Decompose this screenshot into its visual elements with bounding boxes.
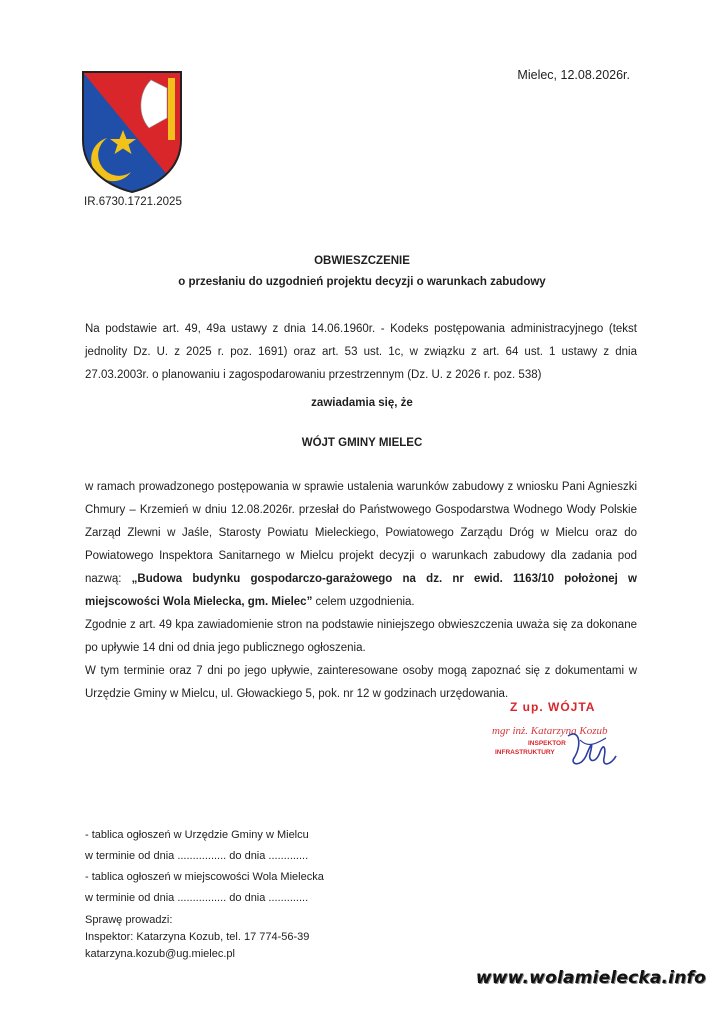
stamp-heading: Z up. WÓJTA — [510, 700, 596, 714]
notice-board-line-4: w terminie od dnia ................ do dnia ............. — [85, 892, 309, 904]
notice-boards — [85, 825, 324, 909]
stamp-name: mgr inż. Katarzyna Kozub — [492, 725, 608, 737]
notice-board-line-1: - tablica ogłoszeń w Urzędzie Gminy w Mielcu — [85, 829, 309, 841]
case-number: IR.6730.1721.2025 — [84, 196, 182, 208]
project-name: „Budowa budynku gospodarczo-garażowego na dz. nr ewid. 1163/10 położonej w miejscowości Wola Mielecka, gm. Mielec” — [85, 573, 637, 608]
document-subtitle: o przesłaniu do uzgodnień projektu decyzji o warunkach zabudowy — [178, 276, 546, 288]
notice-board-line-3: - tablica ogłoszeń w miejscowości Wola Mielecka — [85, 871, 324, 883]
stamp-line-1: INSPEKTOR — [528, 740, 566, 747]
official-stamp — [475, 700, 645, 780]
stamp-line-2: INFRASTRUKTURY — [495, 749, 555, 756]
legal-basis-paragraph: Na podstawie art. 49, 49a ustawy z dnia 14.06.1960r. - Kodeks postępowania administracyjnego (tekst jednolity Dz. U. z 2025 r. poz. 1691) oraz art. 53 ust. 1c, w związku z art. 64 ust. 1 ustawy z dnia 27.03.2003r. o planowaniu i zagospodarowaniu przestrzennym (Dz. U. z 2026 r. poz. 538) — [85, 323, 637, 381]
effect-paragraph: Zgodnie z art. 49 kpa zawiadomienie stron na podstawie niniejszego obwieszczenia uważa się za dokonane po upływie 14 dni od dnia jego publicznego ogłoszenia. — [85, 619, 637, 654]
handwritten-signature — [560, 718, 620, 778]
informs-heading: zawiadamia się, że — [311, 397, 413, 409]
website-watermark: www.wolamielecka.info — [475, 968, 706, 988]
document-title: OBWIESZCZENIE — [314, 255, 410, 267]
notice-board-line-2: w terminie od dnia ................ do dnia ............. — [85, 850, 309, 862]
access-paragraph: W tym terminie oraz 7 dni po jego upływie, zainteresowane osoby mogą zapoznać się z dokumentami w Urzędzie Gminy w Mielcu, ul. Głowackiego 5, pok. nr 12 w godzinach urzędowania. — [85, 665, 637, 700]
notice-body — [85, 476, 637, 706]
contact-email: katarzyna.kozub@ug.mielec.pl — [85, 948, 235, 960]
place-and-date: Mielec, 12.08.2026r. — [517, 68, 630, 82]
contact-block — [85, 912, 309, 963]
contact-label: Sprawę prowadzi: — [85, 914, 173, 926]
contact-inspector: Inspektor: Katarzyna Kozub, tel. 17 774-56-39 — [85, 931, 310, 943]
body-text-part1: w ramach prowadzonego postępowania w sprawie ustalenia warunków zabudowy z wniosku Pani Agnieszki Chmury – Krzemień w dniu 12.08.2026r. przesłał do Państwowego Gospodarstwa Wodnego Wody Polskie Zarząd Zlewni w Jaśle, Starosty Powiatu Mieleckiego, Powiatowego Zarządu Dróg w Mielcu oraz do Powiatowego Inspektora Sanitarnego w Mielcu projekt decyzji o warunkach zabudowy dla zadania pod nazwą: — [85, 481, 637, 585]
body-text-part2: celem uzgodnienia. — [312, 596, 415, 608]
authority-heading: WÓJT GMINY MIELEC — [301, 437, 423, 449]
coat-of-arms-logo — [81, 70, 183, 194]
